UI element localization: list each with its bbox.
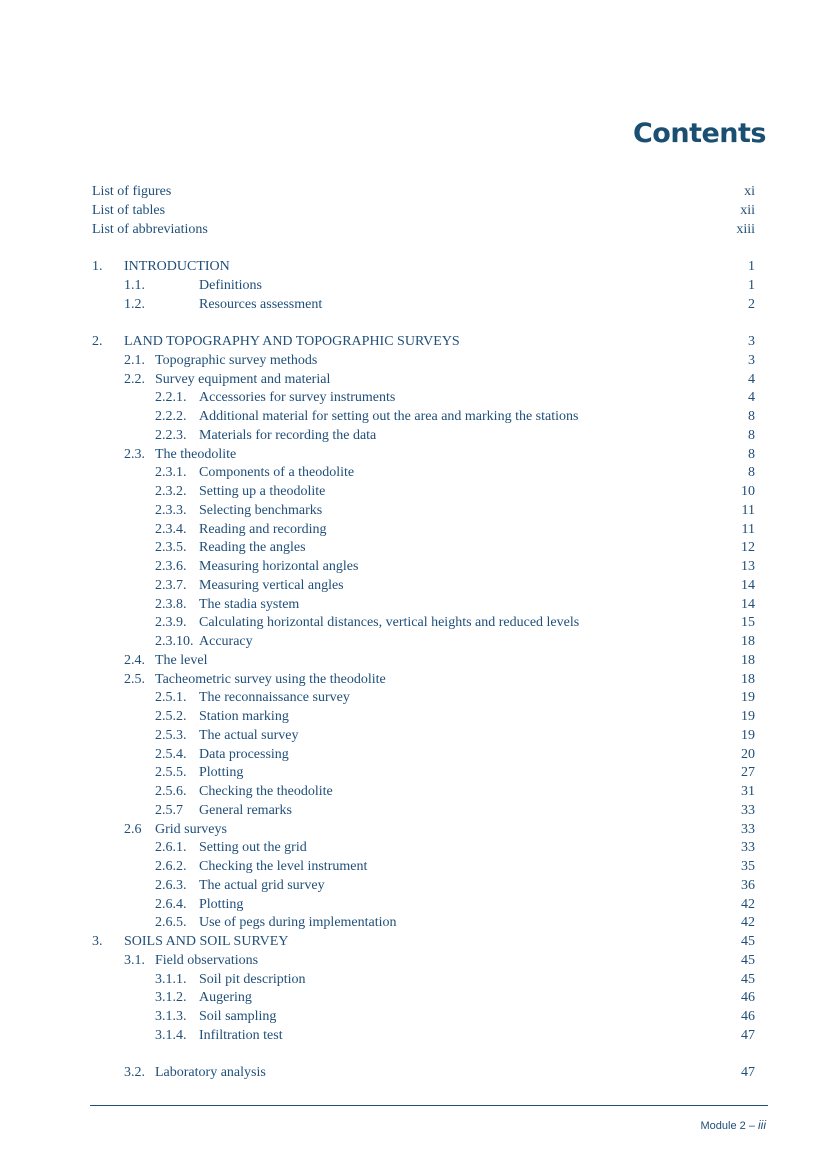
toc-entry-text: List of figures (92, 184, 172, 199)
toc-entry-number: 2.3.2. (155, 484, 187, 499)
toc-entry-number: 2.3.3. (155, 502, 187, 518)
toc-entry-number: 2.3.7. (155, 577, 187, 593)
toc-entry-page: 45 (741, 971, 755, 987)
toc-entry-2-6[interactable] (92, 821, 755, 840)
toc-entry-2-2-3[interactable] (92, 427, 755, 446)
toc-entry-text: General remarks (199, 802, 292, 818)
toc-entry-number: 2.6.5. (155, 915, 187, 931)
toc-entry-number: 2.5.4. (155, 746, 187, 762)
toc-entry-page: 33 (741, 840, 755, 856)
toc-entry-page: 1 (748, 277, 755, 293)
toc-entry-number: 2.3.5. (155, 540, 187, 556)
toc-entry-page: 36 (741, 877, 755, 893)
toc-entry-list-of-abbreviations[interactable] (92, 221, 755, 240)
toc-entry-number: 3. (92, 934, 103, 949)
toc-entry-2-5-6[interactable] (92, 783, 755, 802)
toc-entry-list-of-figures[interactable] (92, 183, 755, 202)
toc-entry-page: 4 (748, 371, 755, 387)
toc-entry-2-2[interactable] (92, 371, 755, 390)
toc-entry-2-3-8[interactable] (92, 596, 755, 615)
toc-entry-text: Measuring vertical angles (199, 577, 344, 593)
toc-entry-2-6-4[interactable] (92, 896, 755, 915)
toc-entry-1-2[interactable] (92, 296, 755, 315)
toc-entry-number: 2.5.7 (155, 802, 183, 818)
toc-chapter-2[interactable] (92, 333, 755, 352)
toc-entry-page: 42 (741, 915, 755, 931)
toc-entry-page: 8 (748, 465, 755, 481)
toc-entry-number: 3.1.2. (155, 990, 187, 1006)
toc-entry-2-3-10[interactable] (92, 633, 755, 652)
toc-entry-text: Use of pegs during implementation (199, 915, 397, 931)
toc-entry-number: 2.5.6. (155, 784, 187, 799)
toc-entry-text: Soil pit description (199, 971, 306, 987)
toc-entry-number: 2.5. (124, 671, 145, 687)
toc-entry-page: 31 (741, 784, 755, 799)
toc-entry-3-1-3[interactable] (92, 1008, 755, 1027)
toc-entry-page: 4 (748, 390, 755, 406)
toc-entry-text: Materials for recording the data (199, 427, 377, 443)
toc-entry-2-6-1[interactable] (92, 839, 755, 858)
toc-entry-text: Selecting benchmarks (199, 502, 323, 518)
toc-entry-page: xiii (736, 221, 755, 237)
toc-entry-number: 1.2. (124, 296, 145, 312)
toc-entry-number: 2.2.1. (155, 390, 187, 406)
footer-divider (90, 1105, 768, 1106)
toc-entry-text: The reconnaissance survey (199, 690, 350, 706)
toc-entry-text: SOILS AND SOIL SURVEY (124, 934, 289, 949)
toc-entry-text: Accessories for survey instruments (199, 390, 396, 406)
toc-entry-page: xii (740, 202, 755, 218)
toc-entry-text: Accuracy (199, 634, 253, 649)
toc-entry-number: 2.6 (124, 821, 142, 837)
toc-entry-page: 42 (741, 896, 755, 912)
toc-entry-text: The theodolite (155, 446, 237, 462)
toc-chapter-3[interactable] (92, 933, 755, 952)
toc-entry-number: 2.6.3. (155, 877, 187, 893)
toc-entry-2-3-7[interactable] (92, 577, 755, 596)
table-of-contents (92, 183, 755, 1083)
toc-entry-2-5-1[interactable] (92, 689, 755, 708)
toc-entry-2-3-5[interactable] (92, 539, 755, 558)
toc-entry-text: Laboratory analysis (155, 1065, 266, 1081)
toc-entry-text: Checking the level instrument (199, 859, 368, 874)
toc-entry-page: 3 (748, 334, 755, 349)
toc-entry-2-2-2[interactable] (92, 408, 755, 427)
toc-entry-2-3-6[interactable] (92, 558, 755, 577)
toc-entry-number: 2.3.6. (155, 559, 187, 574)
spacer (92, 314, 755, 333)
toc-entry-2-3-9[interactable] (92, 614, 755, 633)
toc-entry-2-5-3[interactable] (92, 727, 755, 746)
toc-entry-2-4[interactable] (92, 652, 755, 671)
toc-entry-text: The actual survey (199, 727, 299, 743)
toc-entry-2-6-2[interactable] (92, 858, 755, 877)
toc-entry-2-3-3[interactable] (92, 502, 755, 521)
toc-entry-2-2-1[interactable] (92, 389, 755, 408)
toc-entry-2-5-2[interactable] (92, 708, 755, 727)
toc-entry-page: 45 (741, 934, 755, 949)
toc-entry-text: Resources assessment (199, 296, 323, 312)
toc-entry-3-1[interactable] (92, 952, 755, 971)
toc-entry-1-1[interactable] (92, 277, 755, 296)
toc-entry-number: 3.1.3. (155, 1009, 187, 1024)
toc-entry-page: 8 (748, 409, 755, 424)
spacer (92, 239, 755, 258)
toc-entry-text: Checking the theodolite (199, 784, 333, 799)
toc-entry-text: Data processing (199, 746, 289, 762)
toc-entry-page: 14 (741, 577, 755, 593)
toc-entry-page: 47 (741, 1065, 755, 1081)
page-title: Contents (632, 118, 766, 149)
toc-entry-page: 35 (741, 859, 755, 874)
toc-entry-text: The actual grid survey (199, 877, 325, 893)
toc-entry-page: 8 (748, 446, 755, 462)
toc-entry-number: 2.4. (124, 652, 145, 668)
toc-entry-text: Reading the angles (199, 540, 306, 556)
toc-entry-number: 2.3.4. (155, 521, 187, 537)
toc-entry-text: Measuring horizontal angles (199, 559, 359, 574)
toc-entry-2-5-5[interactable] (92, 764, 755, 783)
toc-entry-text: Topographic survey methods (155, 352, 318, 368)
toc-entry-page: 1 (748, 259, 755, 274)
toc-entry-text: Field observations (155, 952, 259, 968)
toc-entry-number: 2.5.1. (155, 690, 187, 706)
toc-entry-text: List of abbreviations (92, 221, 208, 237)
toc-entry-2-6-3[interactable] (92, 877, 755, 896)
toc-entry-page: 46 (741, 1009, 755, 1024)
toc-entry-text: Tacheometric survey using the theodolite (155, 671, 386, 687)
toc-entry-number: 2.3.9. (155, 615, 187, 631)
toc-entry-number: 2.5.3. (155, 727, 187, 743)
toc-entry-number: 2. (92, 334, 103, 349)
toc-entry-number: 1.1. (124, 277, 145, 293)
toc-entry-page: 15 (741, 615, 755, 631)
toc-entry-3-1-4[interactable] (92, 1027, 755, 1046)
toc-entry-page: 10 (741, 484, 755, 499)
toc-entry-number: 2.5.2. (155, 709, 187, 724)
toc-entry-number: 2.3. (124, 446, 145, 462)
toc-entry-page: 19 (741, 709, 755, 724)
toc-entry-text: Definitions (199, 277, 262, 293)
toc-entry-number: 2.1. (124, 352, 145, 368)
footer-page-number: iii (758, 1118, 766, 1132)
toc-entry-2-1[interactable] (92, 352, 755, 371)
toc-entry-text: LAND TOPOGRAPHY AND TOPOGRAPHIC SURVEYS (124, 334, 460, 349)
toc-entry-text: List of tables (92, 202, 166, 218)
toc-entry-number: 2.3.1. (155, 465, 187, 481)
toc-entry-page: 11 (741, 521, 755, 537)
spacer (92, 1046, 755, 1065)
toc-entry-page: 18 (741, 634, 755, 649)
toc-entry-2-5-4[interactable] (92, 746, 755, 765)
toc-entry-page: 2 (748, 296, 755, 312)
toc-entry-number: 2.5.5. (155, 765, 187, 781)
toc-entry-page: 27 (741, 765, 755, 781)
toc-entry-page: 12 (741, 540, 755, 556)
toc-entry-2-3-4[interactable] (92, 521, 755, 540)
toc-entry-number: 2.2.2. (155, 409, 187, 424)
toc-entry-3-1-1[interactable] (92, 971, 755, 990)
toc-entry-text: Setting out the grid (199, 840, 307, 856)
toc-entry-text: Setting up a theodolite (199, 484, 326, 499)
toc-entry-text: Augering (199, 990, 252, 1006)
toc-entry-text: Soil sampling (199, 1009, 277, 1024)
toc-entry-number: 2.6.2. (155, 859, 187, 874)
toc-entry-number: 3.1. (124, 952, 145, 968)
toc-entry-page: 33 (741, 821, 755, 837)
toc-chapter-1[interactable] (92, 258, 755, 277)
toc-entry-page: 33 (741, 802, 755, 818)
footer-module-label: Module 2 – (700, 1120, 758, 1132)
toc-entry-page: 19 (741, 727, 755, 743)
toc-entry-text: Plotting (199, 896, 244, 912)
toc-entry-text: Plotting (199, 765, 244, 781)
toc-entry-number: 2.6.1. (155, 840, 187, 856)
toc-entry-text: Station marking (199, 709, 289, 724)
toc-entry-page: 8 (748, 427, 755, 443)
toc-entry-text: Reading and recording (199, 521, 327, 537)
toc-entry-page: 14 (741, 596, 755, 612)
toc-entry-text: The level (155, 652, 208, 668)
toc-entry-page: 18 (741, 652, 755, 668)
toc-entry-text: Infiltration test (199, 1027, 283, 1043)
toc-entry-page: 46 (741, 990, 755, 1006)
toc-entry-page: 47 (741, 1027, 755, 1043)
toc-entry-number: 3.1.4. (155, 1027, 187, 1043)
toc-entry-text: Additional material for setting out the area and marking the stations (199, 409, 579, 424)
toc-entry-text: Calculating horizontal distances, vertical heights and reduced levels (199, 615, 580, 631)
toc-entry-page: 11 (741, 502, 755, 518)
toc-entry-page: 3 (748, 352, 755, 368)
toc-entry-page: 20 (741, 746, 755, 762)
toc-entry-page: 13 (741, 559, 755, 574)
toc-entry-text: Components of a theodolite (199, 465, 355, 481)
toc-entry-number: 2.2. (124, 371, 145, 387)
toc-entry-page: xi (744, 184, 755, 199)
toc-entry-number: 2.3.8. (155, 596, 187, 612)
toc-entry-2-6-5[interactable] (92, 914, 755, 933)
toc-entry-2-3-2[interactable] (92, 483, 755, 502)
toc-entry-number: 3.1.1. (155, 971, 187, 987)
toc-entry-text: INTRODUCTION (124, 259, 230, 274)
toc-entry-number: 2.3.10. (155, 634, 194, 649)
toc-entry-page: 18 (741, 671, 755, 687)
toc-entry-2-3-1[interactable] (92, 464, 755, 483)
toc-entry-3-2[interactable] (92, 1064, 755, 1083)
toc-entry-2-5-7[interactable] (92, 802, 755, 821)
toc-entry-3-1-2[interactable] (92, 989, 755, 1008)
toc-entry-2-3[interactable] (92, 446, 755, 465)
toc-entry-page: 45 (741, 952, 755, 968)
toc-entry-2-5[interactable] (92, 671, 755, 690)
toc-entry-text: Survey equipment and material (155, 371, 331, 387)
toc-entry-text: Grid surveys (155, 821, 227, 837)
toc-entry-number: 1. (92, 259, 103, 274)
toc-entry-list-of-tables[interactable] (92, 202, 755, 221)
toc-entry-text: The stadia system (199, 596, 300, 612)
page-footer (701, 1118, 766, 1132)
toc-entry-page: 19 (741, 690, 755, 706)
toc-entry-number: 2.6.4. (155, 896, 187, 912)
toc-entry-number: 2.2.3. (155, 427, 187, 443)
toc-entry-number: 3.2. (124, 1065, 145, 1081)
